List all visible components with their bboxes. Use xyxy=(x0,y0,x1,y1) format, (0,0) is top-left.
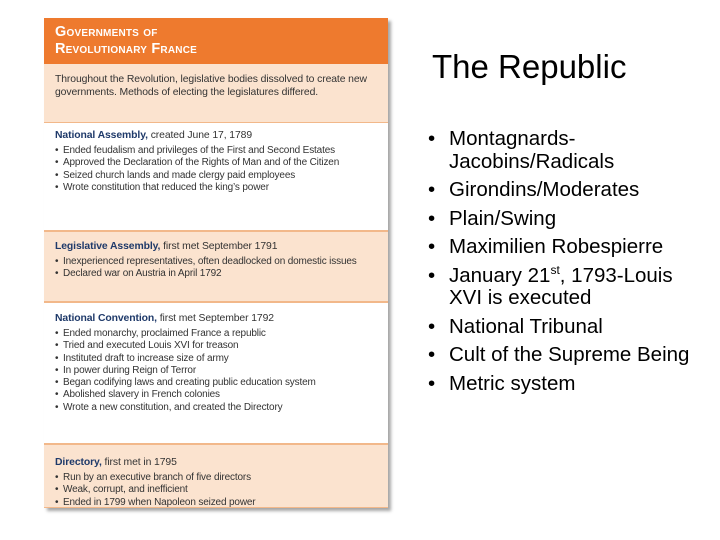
section-heading xyxy=(44,129,388,142)
bullet-item xyxy=(428,128,698,173)
bullet-item xyxy=(428,208,698,231)
section-list xyxy=(44,328,388,414)
list-item: • Wrote a new constitution, and created the Directory xyxy=(55,402,380,414)
bullet-item xyxy=(428,373,698,396)
section-name: National Assembly, xyxy=(55,130,148,141)
section-date: first met September 1791 xyxy=(160,241,278,252)
section-national-assembly xyxy=(44,122,388,231)
bullet-marker: • xyxy=(428,206,436,230)
list-item: • Run by an executive branch of five directors xyxy=(55,472,380,484)
list-item: • Seized church lands and made clergy paid employees xyxy=(55,170,380,182)
list-item: • Ended feudalism and privileges of the First and Second Estates xyxy=(55,145,380,157)
bullet-marker: • xyxy=(428,263,436,287)
bullet-text: , 1793-Louis XVI is executed xyxy=(449,263,673,309)
list-item: • In power during Reign of Terror xyxy=(55,365,380,377)
bullet-item xyxy=(428,262,698,310)
governments-infographic xyxy=(44,18,388,508)
list-item: • Ended in 1799 when Napoleon seized power xyxy=(55,497,380,508)
section-legislative-assembly xyxy=(44,231,388,302)
list-item: • Tried and executed Louis XVI for treason xyxy=(55,340,380,352)
section-date: created June 17, 1789 xyxy=(147,130,253,141)
infographic-title-line2: Revolutionary France xyxy=(55,41,197,57)
section-heading xyxy=(44,240,388,253)
section-list xyxy=(44,256,388,281)
slide-title: The Republic xyxy=(432,48,627,85)
section-name: Legislative Assembly, xyxy=(55,241,161,252)
bullet-text: Metric system xyxy=(449,371,576,395)
bullet-marker: • xyxy=(428,343,436,366)
list-item: • Instituted draft to increase size of army xyxy=(55,353,380,365)
bullet-text: National Tribunal xyxy=(449,314,603,338)
bullet-list xyxy=(428,128,698,401)
list-item: • Began codifying laws and creating public education system xyxy=(55,377,380,389)
list-item: • Inexperienced representatives, often deadlocked on domestic issues xyxy=(55,256,380,268)
bullet-marker: • xyxy=(428,178,436,201)
bullet-item xyxy=(428,344,698,367)
bullet-marker: • xyxy=(428,314,436,338)
section-list xyxy=(44,472,388,508)
bullet-item xyxy=(428,236,698,259)
list-item: • Wrote constitution that reduced the king’s power xyxy=(55,182,380,194)
list-item: • Abolished slavery in French colonies xyxy=(55,389,380,401)
section-date: first met September 1792 xyxy=(156,313,274,324)
bullet-text: Cult of the Supreme Being xyxy=(449,343,690,366)
bullet-text: Plain/Swing xyxy=(449,206,557,230)
infographic-intro: Throughout the Revolution, legislative bodies dissolved to create new governments. Methods of electing the legislatures differed. xyxy=(55,74,367,98)
section-list xyxy=(44,145,388,194)
section-date: first met in 1795 xyxy=(101,457,177,468)
infographic-title-line1: Governments of xyxy=(55,24,158,40)
section-name: National Convention, xyxy=(55,313,157,324)
bullet-item xyxy=(428,179,698,202)
infographic-header xyxy=(44,18,388,64)
section-name: Directory, xyxy=(55,457,102,468)
bullet-marker: • xyxy=(428,371,436,395)
bullet-marker: • xyxy=(428,127,436,150)
bullet-text: Maximilien Robespierre xyxy=(449,235,664,258)
bullet-marker: • xyxy=(428,235,436,258)
section-heading xyxy=(44,456,388,469)
bullet-text: Girondins/Moderates xyxy=(449,178,640,201)
section-heading xyxy=(44,312,388,325)
bullet-text-date: January 21 xyxy=(449,263,551,287)
section-national-convention xyxy=(44,302,388,444)
bullet-item xyxy=(428,316,698,339)
list-item: • Approved the Declaration of the Rights of Man and of the Citizen xyxy=(55,157,380,169)
list-item: • Weak, corrupt, and inefficient xyxy=(55,484,380,496)
list-item: • Declared war on Austria in April 1792 xyxy=(55,268,380,280)
section-directory xyxy=(44,444,388,508)
list-item: • Ended monarchy, proclaimed France a republic xyxy=(55,328,380,340)
bullet-text: Montagnards-Jacobins/Radicals xyxy=(449,127,615,173)
ordinal-suffix: st xyxy=(550,262,560,277)
